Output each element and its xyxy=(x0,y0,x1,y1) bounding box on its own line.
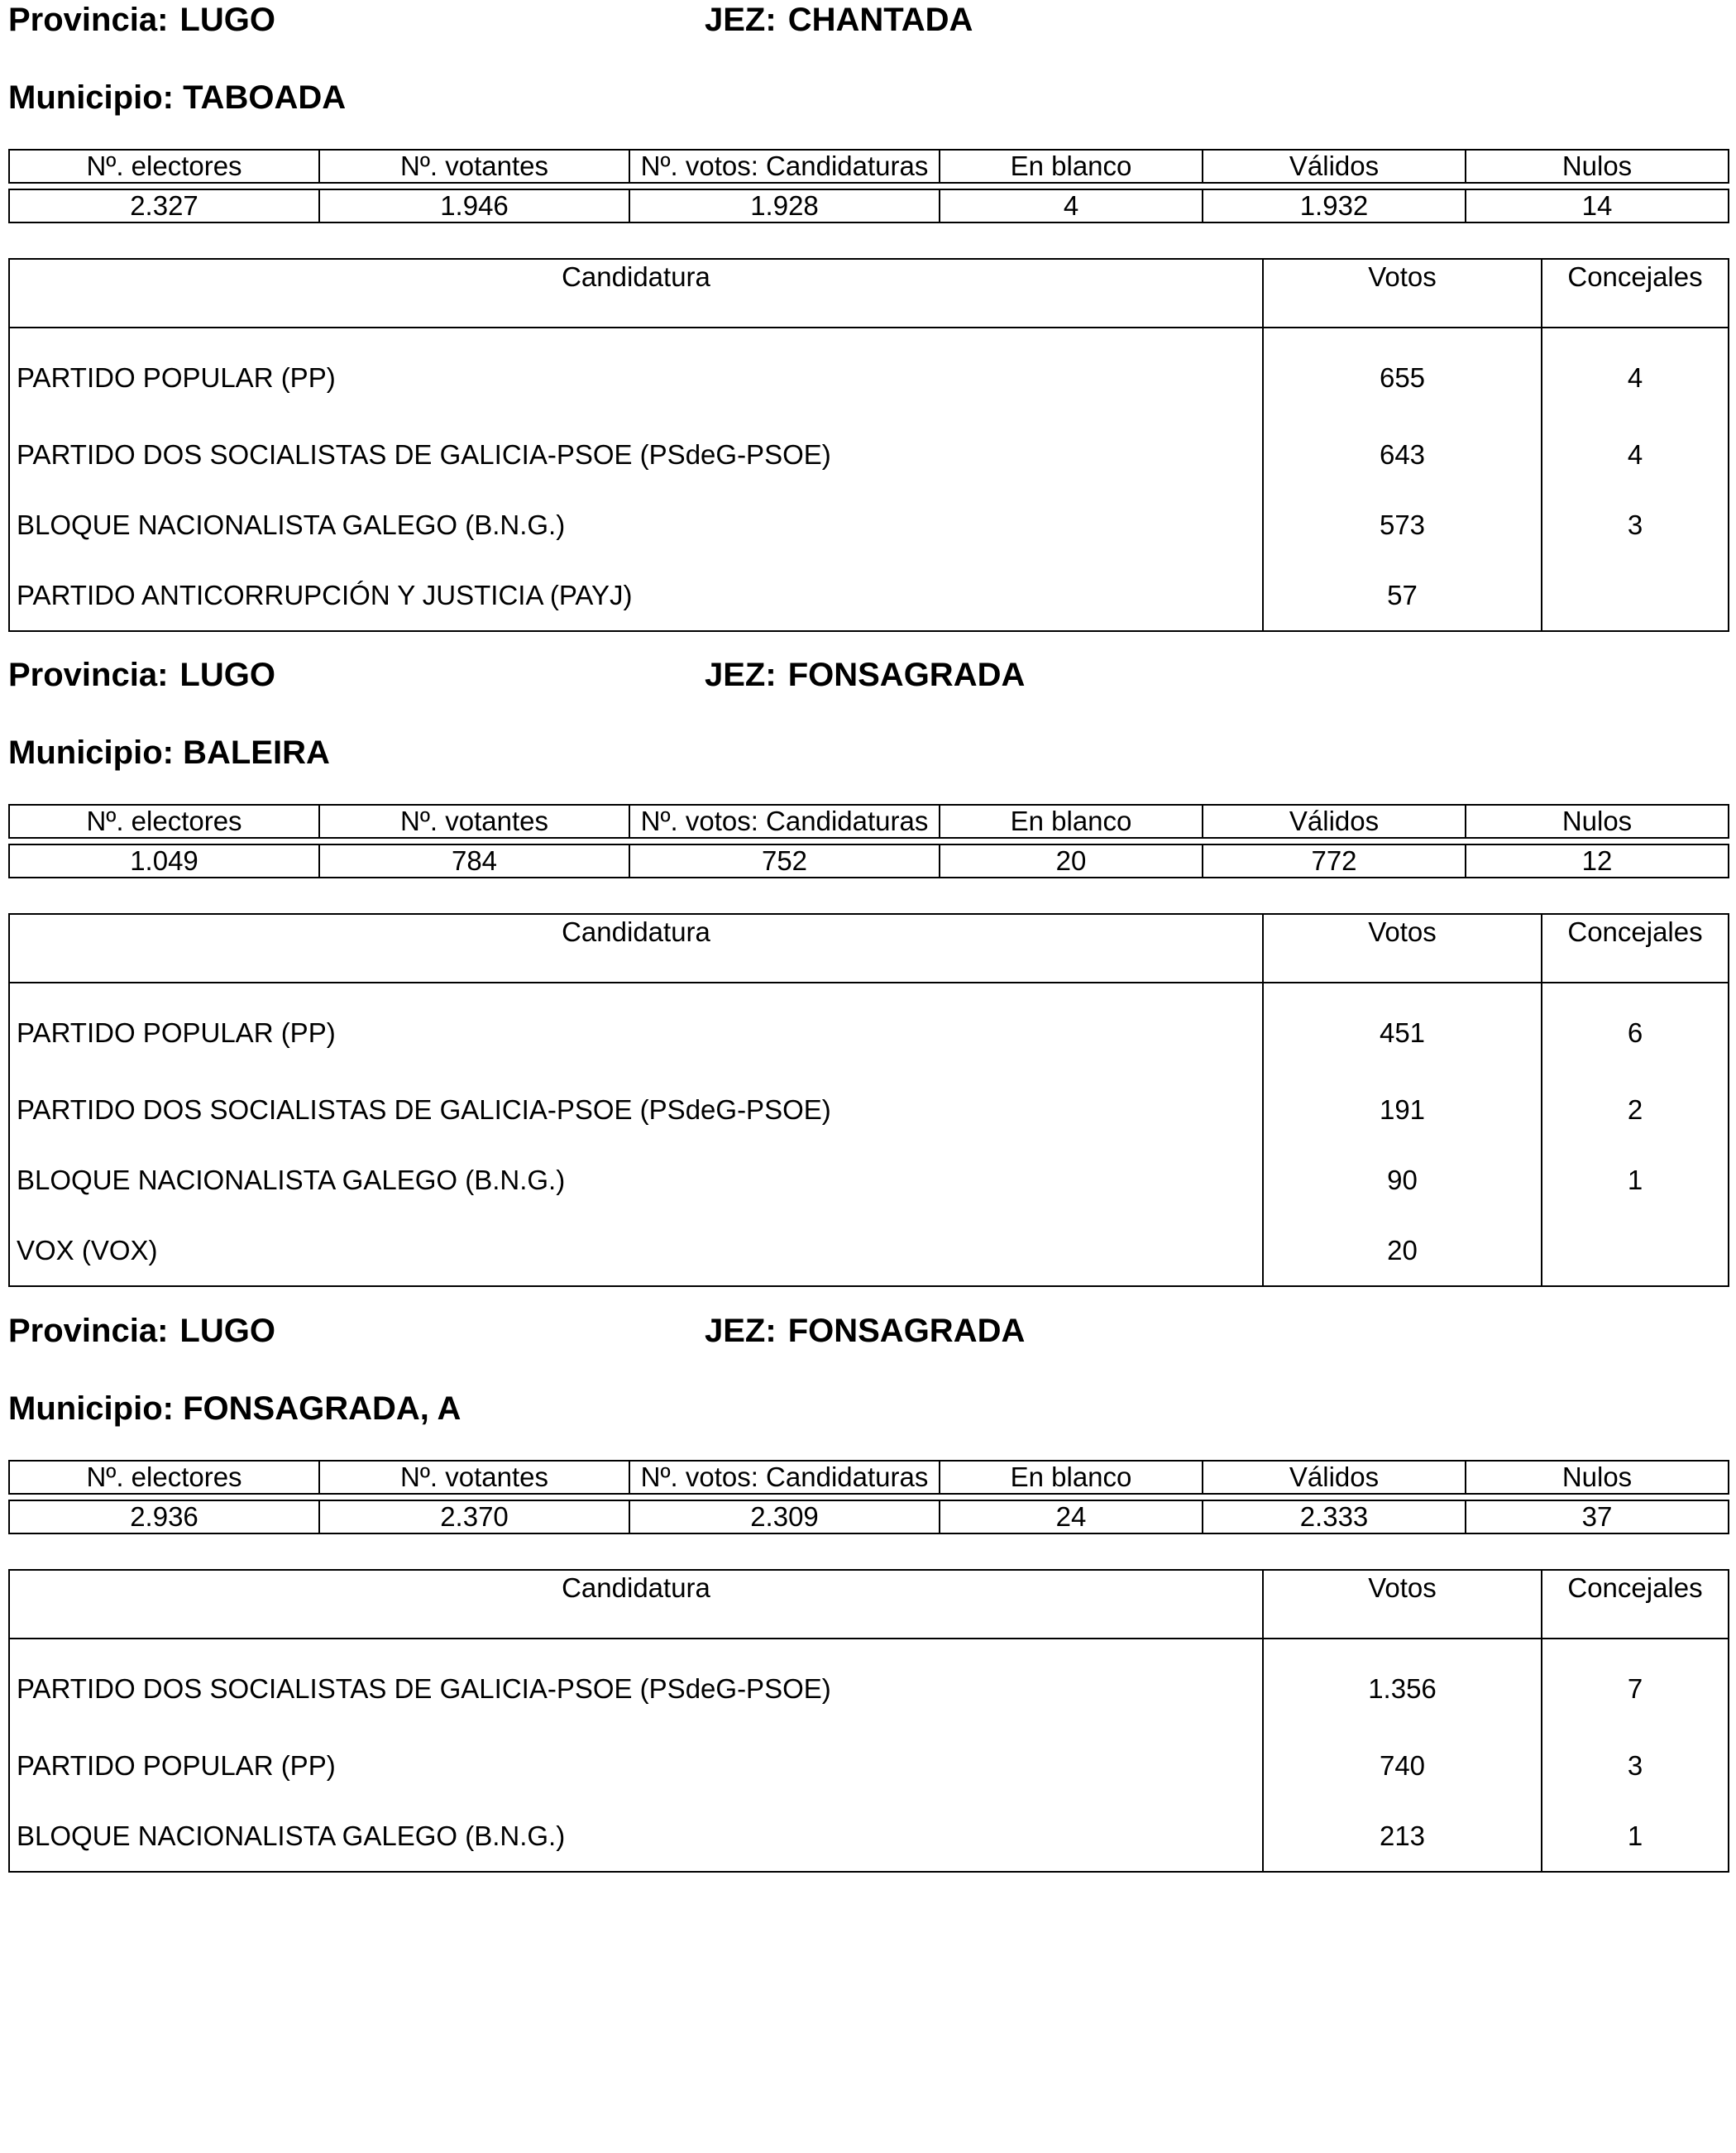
summary-table xyxy=(8,1460,1729,1534)
summary-header-row xyxy=(9,150,1729,183)
table-row xyxy=(9,490,1729,560)
en-blanco-value: 20 xyxy=(940,844,1203,878)
provincia-value: LUGO xyxy=(179,1313,275,1349)
votos-header: Votos xyxy=(1263,1570,1542,1639)
jez-header xyxy=(705,655,1025,695)
votantes-header: Nº. votantes xyxy=(319,805,629,838)
candidatures-table xyxy=(8,258,1729,632)
provincia-header xyxy=(8,0,275,40)
candidatura-name: PARTIDO POPULAR (PP) xyxy=(9,328,1263,419)
votos-value: 213 xyxy=(1263,1801,1542,1872)
concejales-header: Concejales xyxy=(1542,259,1729,328)
table-row xyxy=(9,419,1729,490)
electores-header: Nº. electores xyxy=(9,1461,319,1494)
electores-value: 2.936 xyxy=(9,1500,319,1533)
electores-value: 1.049 xyxy=(9,844,319,878)
votos-value: 90 xyxy=(1263,1145,1542,1215)
provincia-header xyxy=(8,655,275,695)
municipio-header xyxy=(8,78,346,117)
candidatura-header: Candidatura xyxy=(9,1570,1263,1639)
municipio-value: FONSAGRADA, A xyxy=(183,1390,461,1427)
table-row xyxy=(9,983,1729,1074)
jez-value: FONSAGRADA xyxy=(787,657,1026,693)
table-row xyxy=(9,1639,1729,1730)
candidatura-name: PARTIDO ANTICORRUPCIÓN Y JUSTICIA (PAYJ) xyxy=(9,560,1263,631)
votos-value: 1.356 xyxy=(1263,1639,1542,1730)
validos-header: Válidos xyxy=(1203,150,1466,183)
concejales-value: 1 xyxy=(1627,1820,1643,1851)
table-row xyxy=(9,560,1729,631)
candidatura-name: PARTIDO DOS SOCIALISTAS DE GALICIA-PSOE (PSdeG-PSOE) xyxy=(9,1639,1263,1730)
municipio-label: Municipio: xyxy=(8,79,174,116)
summary-header-row xyxy=(9,805,1729,838)
provincia-label: Provincia: xyxy=(8,1313,169,1349)
candidatura-name: VOX (VOX) xyxy=(9,1215,1263,1286)
votos-value: 191 xyxy=(1263,1074,1542,1145)
concejales-value xyxy=(1542,560,1729,631)
provincia-label: Provincia: xyxy=(8,657,169,693)
municipio-value: BALEIRA xyxy=(183,734,330,771)
nulos-header: Nulos xyxy=(1466,1461,1729,1494)
provincia-value: LUGO xyxy=(179,2,275,38)
votantes-value: 784 xyxy=(319,844,629,878)
municipio-header xyxy=(8,733,330,773)
candidatura-name: BLOQUE NACIONALISTA GALEGO (B.N.G.) xyxy=(9,490,1263,560)
concejales-value: 3 xyxy=(1627,509,1643,540)
nulos-header: Nulos xyxy=(1466,150,1729,183)
candidatures-header-row xyxy=(9,1570,1729,1639)
table-row xyxy=(9,1730,1729,1801)
validos-header: Válidos xyxy=(1203,805,1466,838)
jez-label: JEZ: xyxy=(705,1313,777,1349)
jez-value: CHANTADA xyxy=(787,2,973,38)
municipality-block xyxy=(8,1311,1728,1890)
jez-value: FONSAGRADA xyxy=(787,1313,1026,1349)
summary-value-row xyxy=(9,1500,1729,1533)
jez-label: JEZ: xyxy=(705,2,777,38)
candidatura-name: BLOQUE NACIONALISTA GALEGO (B.N.G.) xyxy=(9,1145,1263,1215)
votos-value: 655 xyxy=(1263,328,1542,419)
validos-value: 1.932 xyxy=(1203,189,1466,222)
candidatures-header-row xyxy=(9,914,1729,983)
votos-value: 740 xyxy=(1263,1730,1542,1801)
provincia-header xyxy=(8,1311,275,1351)
concejales-value xyxy=(1542,1215,1729,1286)
table-row xyxy=(9,1215,1729,1286)
votos-value: 643 xyxy=(1263,419,1542,490)
votos-value: 573 xyxy=(1263,490,1542,560)
provincia-label: Provincia: xyxy=(8,2,169,38)
candidatures-header-row xyxy=(9,259,1729,328)
votos-candidaturas-value: 752 xyxy=(629,844,940,878)
concejales-header: Concejales xyxy=(1542,914,1729,983)
concejales-value: 2 xyxy=(1627,1093,1643,1125)
votos-header: Votos xyxy=(1263,914,1542,983)
summary-value-row xyxy=(9,189,1729,222)
nulos-header: Nulos xyxy=(1466,805,1729,838)
jez-header xyxy=(705,0,973,40)
nulos-value: 37 xyxy=(1466,1500,1729,1533)
municipio-value: TABOADA xyxy=(183,79,347,116)
candidatura-name: PARTIDO DOS SOCIALISTAS DE GALICIA-PSOE (PSdeG-PSOE) xyxy=(9,419,1263,490)
candidatures-table xyxy=(8,913,1729,1287)
concejales-header: Concejales xyxy=(1542,1570,1729,1639)
validos-header: Válidos xyxy=(1203,1461,1466,1494)
concejales-value: 6 xyxy=(1627,1017,1643,1048)
candidatura-header: Candidatura xyxy=(9,914,1263,983)
votos-candidaturas-value: 2.309 xyxy=(629,1500,940,1533)
municipio-label: Municipio: xyxy=(8,1390,174,1427)
en-blanco-header: En blanco xyxy=(940,1461,1203,1494)
votos-candidaturas-header: Nº. votos: Candidaturas xyxy=(629,150,940,183)
en-blanco-header: En blanco xyxy=(940,150,1203,183)
votos-candidaturas-header: Nº. votos: Candidaturas xyxy=(629,805,940,838)
table-row xyxy=(9,328,1729,419)
table-row xyxy=(9,1074,1729,1145)
en-blanco-value: 4 xyxy=(940,189,1203,222)
summary-table xyxy=(8,149,1729,223)
votos-value: 20 xyxy=(1263,1215,1542,1286)
electores-header: Nº. electores xyxy=(9,805,319,838)
en-blanco-header: En blanco xyxy=(940,805,1203,838)
summary-value-row xyxy=(9,844,1729,878)
validos-value: 772 xyxy=(1203,844,1466,878)
concejales-value: 7 xyxy=(1627,1673,1643,1704)
electores-value: 2.327 xyxy=(9,189,319,222)
table-row xyxy=(9,1801,1729,1872)
concejales-value: 4 xyxy=(1627,362,1643,393)
concejales-value: 4 xyxy=(1627,438,1643,470)
candidatura-name: PARTIDO DOS SOCIALISTAS DE GALICIA-PSOE (PSdeG-PSOE) xyxy=(9,1074,1263,1145)
candidatura-name: BLOQUE NACIONALISTA GALEGO (B.N.G.) xyxy=(9,1801,1263,1872)
electores-header: Nº. electores xyxy=(9,150,319,183)
candidatura-name: PARTIDO POPULAR (PP) xyxy=(9,1730,1263,1801)
candidatura-name: PARTIDO POPULAR (PP) xyxy=(9,983,1263,1074)
municipality-block xyxy=(8,0,1728,629)
table-row xyxy=(9,1145,1729,1215)
municipality-block xyxy=(8,655,1728,1284)
jez-label: JEZ: xyxy=(705,657,777,693)
votos-value: 57 xyxy=(1263,560,1542,631)
municipio-label: Municipio: xyxy=(8,734,174,771)
votantes-header: Nº. votantes xyxy=(319,1461,629,1494)
jez-header xyxy=(705,1311,1025,1351)
candidatura-header: Candidatura xyxy=(9,259,1263,328)
provincia-value: LUGO xyxy=(179,657,275,693)
municipio-header xyxy=(8,1389,461,1428)
concejales-value: 1 xyxy=(1627,1164,1643,1195)
votos-candidaturas-header: Nº. votos: Candidaturas xyxy=(629,1461,940,1494)
summary-header-row xyxy=(9,1461,1729,1494)
en-blanco-value: 24 xyxy=(940,1500,1203,1533)
votos-candidaturas-value: 1.928 xyxy=(629,189,940,222)
nulos-value: 14 xyxy=(1466,189,1729,222)
votantes-value: 2.370 xyxy=(319,1500,629,1533)
candidatures-table xyxy=(8,1569,1729,1873)
votos-header: Votos xyxy=(1263,259,1542,328)
votantes-header: Nº. votantes xyxy=(319,150,629,183)
votantes-value: 1.946 xyxy=(319,189,629,222)
validos-value: 2.333 xyxy=(1203,1500,1466,1533)
summary-table xyxy=(8,804,1729,878)
votos-value: 451 xyxy=(1263,983,1542,1074)
nulos-value: 12 xyxy=(1466,844,1729,878)
concejales-value: 3 xyxy=(1627,1749,1643,1781)
